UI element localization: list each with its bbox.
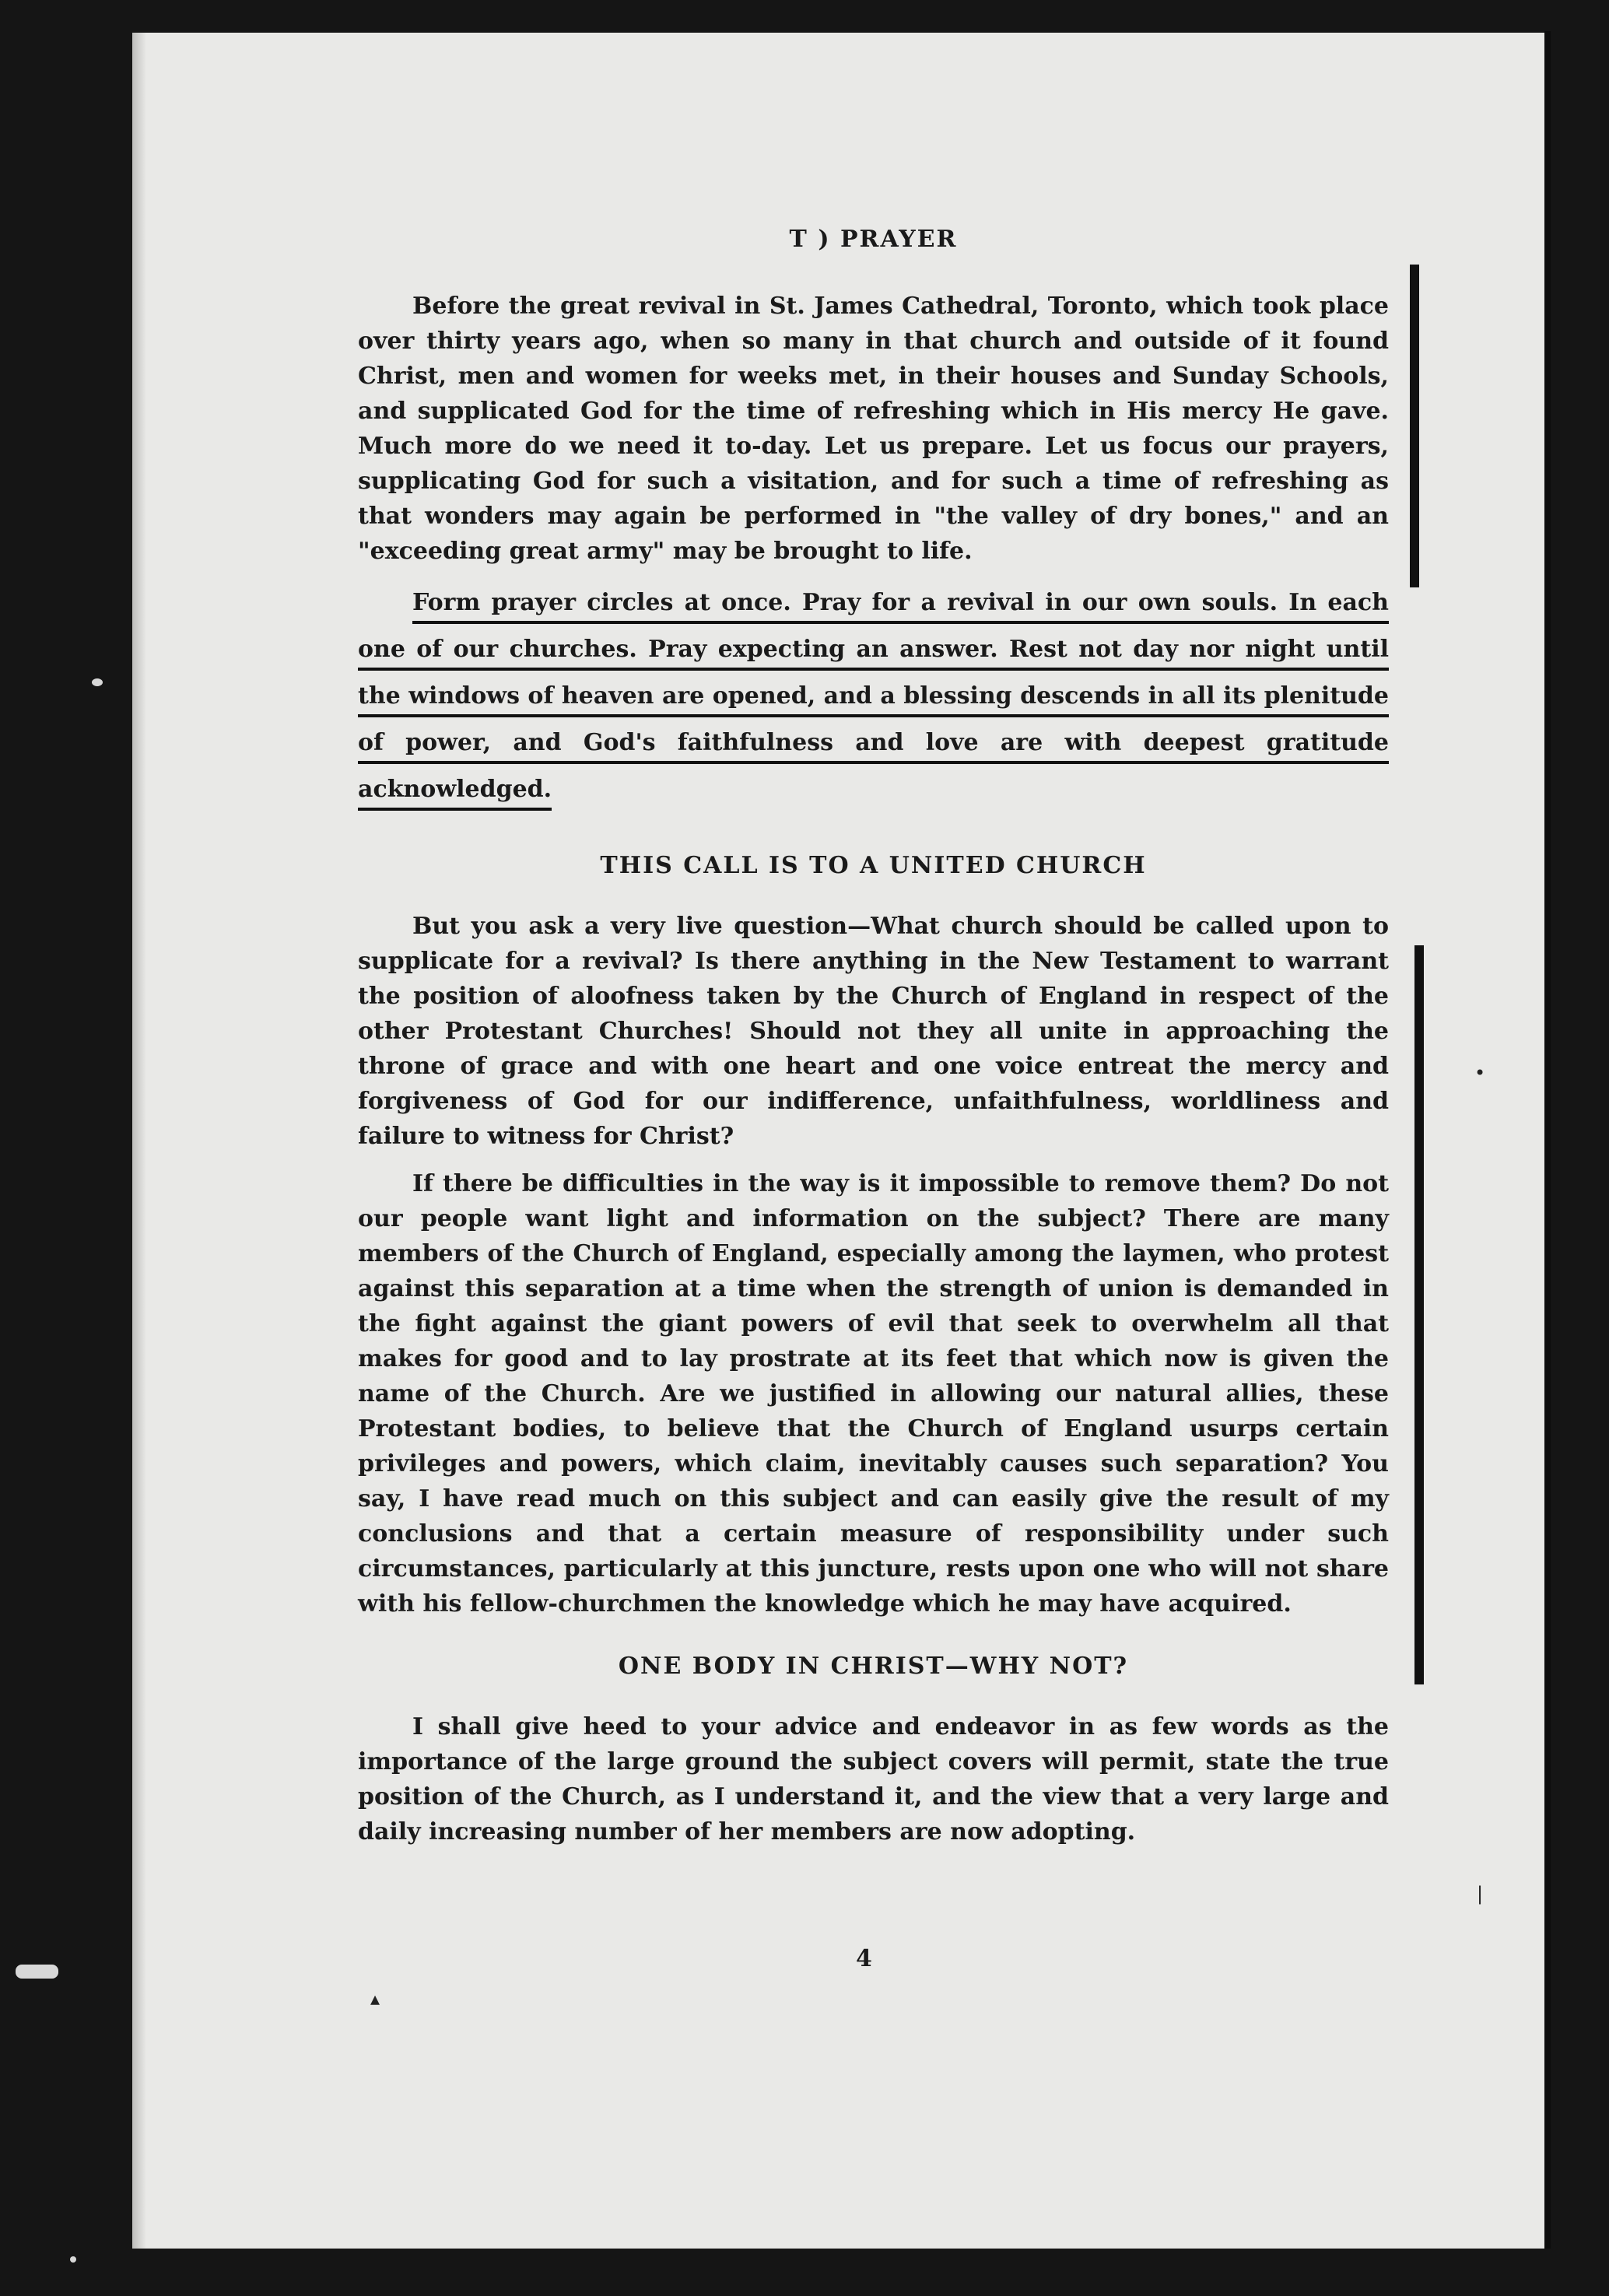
stray-ink-mark: ▴ — [370, 1988, 380, 2010]
page-fold-shadow — [132, 33, 146, 2249]
dust-speck — [70, 2256, 76, 2263]
page-content — [358, 226, 1389, 1849]
underlined-text: Form prayer circles at once. Pray for a revival in our own souls. In each one of our churches. Pray expecting an answer. Rest not day nor night until the windows of heaven are opened, and a blessing descends in all its plenitude of power, and God's faithfulness and love are with deepest gratitude acknowledged. — [358, 589, 1389, 811]
stray-ink-mark: • — [1474, 1062, 1486, 1084]
paragraph-live-question: But you ask a very live question—What church should be called upon to supplicate for a revival? Is there anything in the New Testament to warrant the position of aloofness taken by the Church of England in respect of the other Protestant Churches! Should not they all unite in approaching the throne of grace and with one heart and one voice entreat the mercy and forgiveness of God for our indifference, unfaithfulness, worldliness and failure to witness for Christ? — [358, 913, 1389, 1150]
section-heading-one-body: ONE BODY IN CHRIST—WHY NOT? — [618, 1653, 1129, 1680]
section-heading-prayer: T ) PRAYER — [789, 226, 958, 253]
dust-speck — [92, 678, 103, 686]
paragraph-revival: Before the great revival in St. James Cathedral, Toronto, which took place over thirty years ago, when so many in that church and outside of it found Christ, men and women for weeks met, in their houses and Sunday Schools, and supplicated God for the time of refreshing which in His mercy He gave. Much more do we need it to-day. Let us prepare. Let us focus our prayers, supplicating God for such a visitation, and for such a time of refreshing as that wonders may again be performed in "the valley of dry bones," and an "exceeding great army" may be brought to life. — [358, 293, 1389, 565]
section-heading-united-church: THIS CALL IS TO A UNITED CHURCH — [600, 852, 1147, 879]
margin-rule-united-church — [1414, 945, 1424, 1684]
page-number: 4 — [856, 1945, 872, 1972]
page-right-edge — [1544, 31, 1551, 2249]
paragraph-give-heed: I shall give heed to your advice and endeavor in as few words as the importance of the large ground the subject covers will permit, state the true position of the Church, as I understand it, and the view that a very large and daily increasing number of her members are now adopting. — [358, 1713, 1389, 1846]
stray-ink-mark: | — [1477, 1883, 1484, 1905]
margin-rule-prayer — [1410, 265, 1419, 587]
paragraph-difficulties: If there be difficulties in the way is it impossible to remove them? Do not our people want light and information on the subject? There are many members of the Church of England, especially among the laymen, who protest against this separation at a time when the strength of union is demanded in the fight against the giant powers of evil that seek to overwhelm all that makes for good and to lay prostrate at its feet that which now is given the name of the Church. Are we justified in allowing our natural allies, these Protestant bodies, to believe that the Church of England usurps certain privileges and powers, which claim, inevitably causes such separation? You say, I have read much on this subject and can easily give the result of my conclusions and that a certain measure of responsibility under such circumstances, particularly at this juncture, rests upon one who will not share with his fellow-churchmen the knowledge which he may have acquired. — [358, 1170, 1389, 1618]
dust-speck — [16, 1965, 58, 1979]
underlined-prayer-call — [358, 580, 1389, 813]
